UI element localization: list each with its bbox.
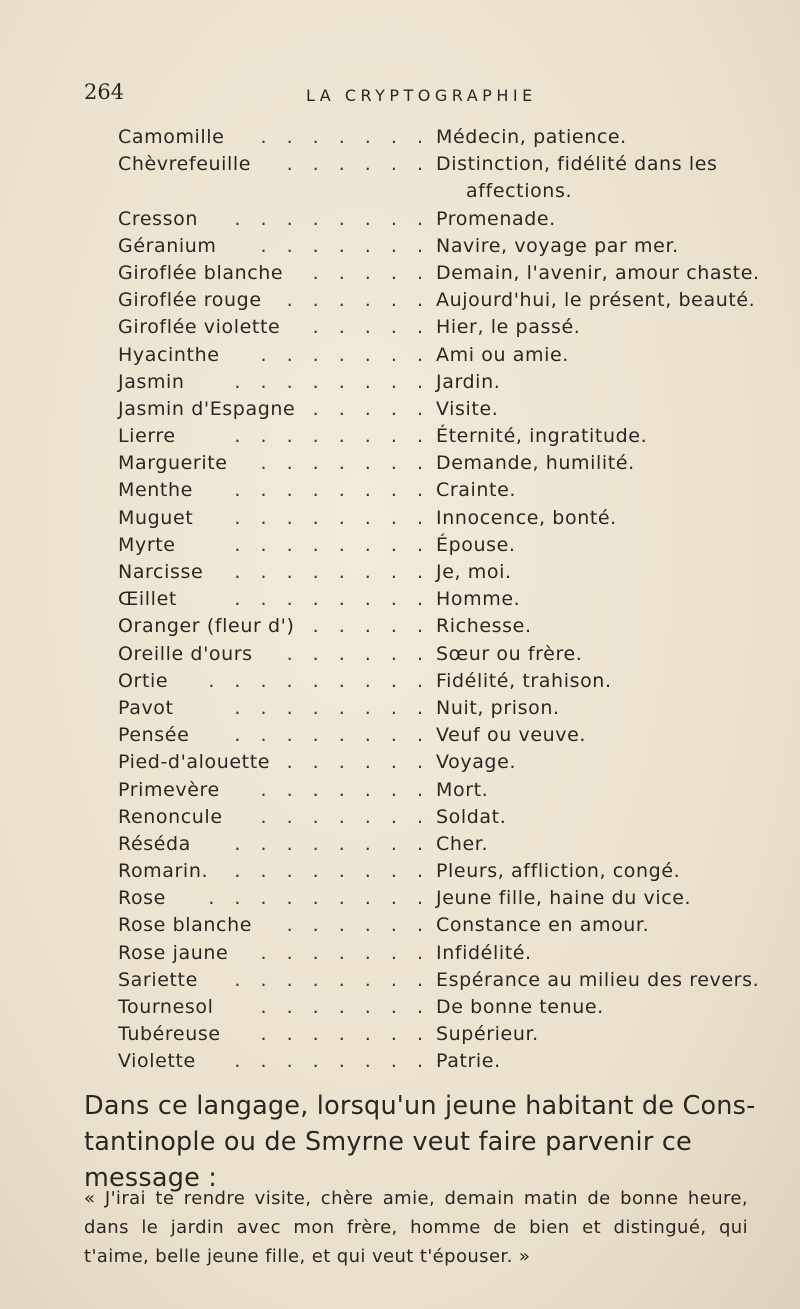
glossary-row — [118, 885, 778, 912]
running-head: LA CRYPTOGRAPHIE — [306, 86, 537, 105]
flower-meaning — [436, 342, 569, 369]
flower-name: Narcisse — [118, 561, 204, 584]
flower-name: Primevère — [118, 778, 220, 801]
meaning-text: Hier, le passé. — [436, 316, 581, 339]
glossary-row — [118, 559, 778, 586]
meaning-text: Veuf ou veuve. — [436, 724, 587, 747]
glossary-row — [118, 450, 778, 477]
meaning-text: Innocence, bonté. — [436, 506, 617, 529]
glossary-row — [118, 777, 778, 804]
flower-meaning — [436, 967, 759, 994]
flower-meaning — [436, 641, 582, 668]
glossary-row — [118, 124, 778, 151]
flower-name: Myrte — [118, 533, 176, 556]
glossary-row — [118, 151, 778, 205]
leader-dots: . . . . . . . — [260, 126, 430, 148]
leader-dots: . . . . . . . — [260, 805, 430, 828]
leader-dots: . . . . . — [312, 397, 430, 420]
flower-name: Rose blanche — [118, 914, 253, 937]
flower-name: Menthe — [118, 479, 193, 502]
leader-dots: . . . . . . . — [260, 343, 430, 366]
flower-meaning — [436, 396, 498, 423]
flower-meaning — [436, 151, 718, 205]
meaning-text: Richesse. — [436, 615, 532, 638]
flower-name: Chèvrefeuille — [118, 153, 252, 176]
meaning-text: Cher. — [436, 832, 489, 855]
flower-meaning — [436, 423, 647, 450]
glossary-row — [118, 586, 778, 613]
flower-glossary — [118, 124, 778, 1076]
flower-meaning — [436, 1048, 501, 1075]
flower-name: Sariette — [118, 968, 198, 991]
glossary-row — [118, 233, 778, 260]
glossary-row — [118, 967, 778, 994]
glossary-row — [118, 1021, 778, 1048]
meaning-text: Demande, humilité. — [436, 452, 635, 475]
flower-name: Pavot — [118, 696, 174, 719]
glossary-row — [118, 695, 778, 722]
meaning-text: Supérieur. — [436, 1023, 539, 1046]
meaning-text: Médecin, patience. — [436, 126, 627, 148]
flower-meaning — [436, 369, 500, 396]
leader-dots: . . . . . . . — [260, 234, 430, 257]
leader-dots: . . . . . . . — [260, 1023, 430, 1046]
flower-name: Romarin. — [118, 860, 209, 883]
flower-name: Giroflée rouge — [118, 289, 262, 312]
flower-meaning — [436, 450, 635, 477]
leader-dots: . . . . . . . . — [234, 370, 430, 393]
flower-meaning — [436, 804, 506, 831]
flower-name: Ortie — [118, 669, 169, 692]
glossary-row — [118, 804, 778, 831]
meaning-text: Patrie. — [436, 1050, 501, 1073]
flower-name: Oreille d'ours — [118, 642, 253, 665]
flower-name: Rose jaune — [118, 941, 229, 964]
flower-meaning — [436, 505, 617, 532]
meaning-text: Je, moi. — [436, 561, 512, 584]
flower-meaning — [436, 287, 755, 314]
meaning-text: Voyage. — [436, 751, 517, 774]
meaning-text: Ami ou amie. — [436, 343, 569, 366]
leader-dots: . . . . . . . . — [234, 506, 430, 529]
glossary-row — [118, 940, 778, 967]
flower-name: Réséda — [118, 832, 191, 855]
meaning-text: Éternité, ingratitude. — [436, 425, 648, 448]
paragraph-line-2: tantinople ou de Smyrne veut faire parvenir ce message : — [84, 1127, 692, 1193]
flower-meaning — [436, 940, 532, 967]
meaning-text: Épouse. — [436, 533, 516, 556]
quoted-message: « J'irai te rendre visite, chère amie, demain matin de bonne heure, dans le jardin avec mon frère, homme de bien et distingué, qui t'aime, belle jeune fille, et qui veut t'épouser. » — [84, 1188, 748, 1267]
leader-dots: . . . . . — [312, 615, 430, 638]
flower-meaning — [436, 831, 488, 858]
leader-dots: . . . . . — [312, 316, 430, 339]
leader-dots: . . . . . . . — [260, 996, 430, 1019]
glossary-row — [118, 505, 778, 532]
leader-dots: . . . . . . . . — [234, 1050, 430, 1073]
meaning-text: Demain, l'avenir, amour chaste. — [436, 261, 760, 284]
leader-dots: . . . . . . — [286, 642, 430, 665]
meaning-text: Nuit, prison. — [436, 696, 560, 719]
glossary-row — [118, 858, 778, 885]
leader-dots: . . . . . . . . — [234, 968, 430, 991]
glossary-row — [118, 1048, 778, 1075]
glossary-row — [118, 206, 778, 233]
glossary-row — [118, 314, 778, 341]
meaning-text: Fidélité, trahison. — [436, 669, 612, 692]
flower-meaning — [436, 1021, 539, 1048]
flower-meaning — [436, 613, 532, 640]
glossary-row — [118, 994, 778, 1021]
leader-dots: . . . . . — [312, 261, 430, 284]
meaning-text: Homme. — [436, 588, 521, 611]
flower-name: Giroflée blanche — [118, 261, 284, 284]
flower-name: Marguerite — [118, 452, 228, 475]
glossary-row — [118, 342, 778, 369]
flower-meaning — [436, 260, 760, 287]
leader-dots: . . . . . . — [286, 751, 430, 774]
flower-name: Hyacinthe — [118, 343, 220, 366]
meaning-continuation: affections. — [466, 180, 573, 203]
flower-meaning — [436, 586, 520, 613]
flower-name: Cresson — [118, 207, 199, 230]
glossary-row — [118, 396, 778, 423]
flower-name: Œillet — [118, 588, 177, 611]
leader-dots: . . . . . . . . — [234, 533, 430, 556]
flower-name: Muguet — [118, 506, 194, 529]
meaning-text: Mort. — [436, 778, 489, 801]
flower-name: Jasmin d'Espagne — [118, 397, 296, 420]
leader-dots: . . . . . . — [286, 914, 430, 937]
glossary-row — [118, 831, 778, 858]
flower-meaning — [436, 912, 649, 939]
meaning-text: Jeune fille, haine du vice. — [436, 887, 692, 910]
meaning-text: Infidélité. — [436, 941, 532, 964]
meaning-text: Soldat. — [436, 805, 507, 828]
glossary-row — [118, 613, 778, 640]
flower-name: Tubéreuse — [118, 1023, 221, 1046]
meaning-text: Visite. — [436, 397, 499, 420]
leader-dots: . . . . . . . . — [234, 588, 430, 611]
flower-name: Giroflée violette — [118, 316, 281, 339]
leader-dots: . . . . . . . . — [234, 479, 430, 502]
flower-meaning — [436, 858, 680, 885]
glossary-row — [118, 477, 778, 504]
flower-meaning — [436, 695, 560, 722]
flower-meaning — [436, 233, 679, 260]
leader-dots: . . . . . . . . — [234, 832, 430, 855]
page-number: 264 — [84, 80, 125, 104]
glossary-row — [118, 260, 778, 287]
glossary-row — [118, 722, 778, 749]
leader-dots: . . . . . . . . . — [208, 669, 430, 692]
meaning-text: Jardin. — [436, 370, 501, 393]
meaning-text: Constance en amour. — [436, 914, 650, 937]
glossary-row — [118, 423, 778, 450]
meaning-text: Crainte. — [436, 479, 517, 502]
paragraph-line-1: Dans ce langage, lorsqu'un jeune habitant de Cons- — [84, 1091, 756, 1121]
flower-meaning — [436, 994, 604, 1021]
glossary-row — [118, 912, 778, 939]
meaning-text: De bonne tenue. — [436, 996, 604, 1019]
flower-meaning — [436, 314, 580, 341]
meaning-text: Promenade. — [436, 207, 556, 230]
flower-name: Rose — [118, 887, 166, 910]
flower-meaning — [436, 477, 516, 504]
leader-dots: . . . . . . . . — [234, 561, 430, 584]
leader-dots: . . . . . . . . — [234, 696, 430, 719]
leader-dots: . . . . . . . . — [234, 860, 430, 883]
glossary-row — [118, 369, 778, 396]
glossary-row — [118, 287, 778, 314]
flower-meaning — [436, 777, 488, 804]
meaning-text: Navire, voyage par mer. — [436, 234, 679, 257]
leader-dots: . . . . . . . — [260, 778, 430, 801]
flower-meaning — [436, 668, 612, 695]
meaning-text: Pleurs, affliction, congé. — [436, 860, 681, 883]
body-paragraph — [84, 1088, 764, 1196]
flower-name: Pied-d'alouette — [118, 751, 271, 774]
leader-dots: . . . . . . — [286, 289, 430, 312]
glossary-row — [118, 532, 778, 559]
leader-dots: . . . . . . . . — [234, 425, 430, 448]
flower-name: Lierre — [118, 425, 176, 448]
leader-dots: . . . . . . . . . — [208, 887, 430, 910]
flower-name: Camomille — [118, 126, 225, 148]
flower-meaning — [436, 532, 516, 559]
leader-dots: . . . . . . . . — [234, 724, 430, 747]
flower-name: Tournesol — [118, 996, 214, 1019]
flower-name: Jasmin — [118, 370, 185, 393]
meaning-text: Aujourd'hui, le présent, beauté. — [436, 289, 756, 312]
flower-name: Pensée — [118, 724, 190, 747]
meaning-text: Sœur ou frère. — [436, 642, 583, 665]
leader-dots: . . . . . . — [286, 153, 430, 176]
flower-name: Géranium — [118, 234, 217, 257]
meaning-text: Distinction, fidélité dans les — [436, 153, 718, 176]
glossary-row — [118, 749, 778, 776]
leader-dots: . . . . . . . — [260, 452, 430, 475]
meaning-text: Espérance au milieu des revers. — [436, 968, 760, 991]
leader-dots: . . . . . . . . — [234, 207, 430, 230]
glossary-row — [118, 668, 778, 695]
flower-meaning — [436, 885, 691, 912]
flower-name: Oranger (fleur d') — [118, 615, 295, 638]
flower-meaning — [436, 206, 556, 233]
flower-meaning — [436, 722, 586, 749]
flower-name: Renoncule — [118, 805, 223, 828]
flower-name: Violette — [118, 1050, 196, 1073]
flower-meaning — [436, 124, 627, 151]
flower-meaning — [436, 559, 512, 586]
glossary-row — [118, 641, 778, 668]
leader-dots: . . . . . . . — [260, 941, 430, 964]
flower-meaning — [436, 749, 516, 776]
